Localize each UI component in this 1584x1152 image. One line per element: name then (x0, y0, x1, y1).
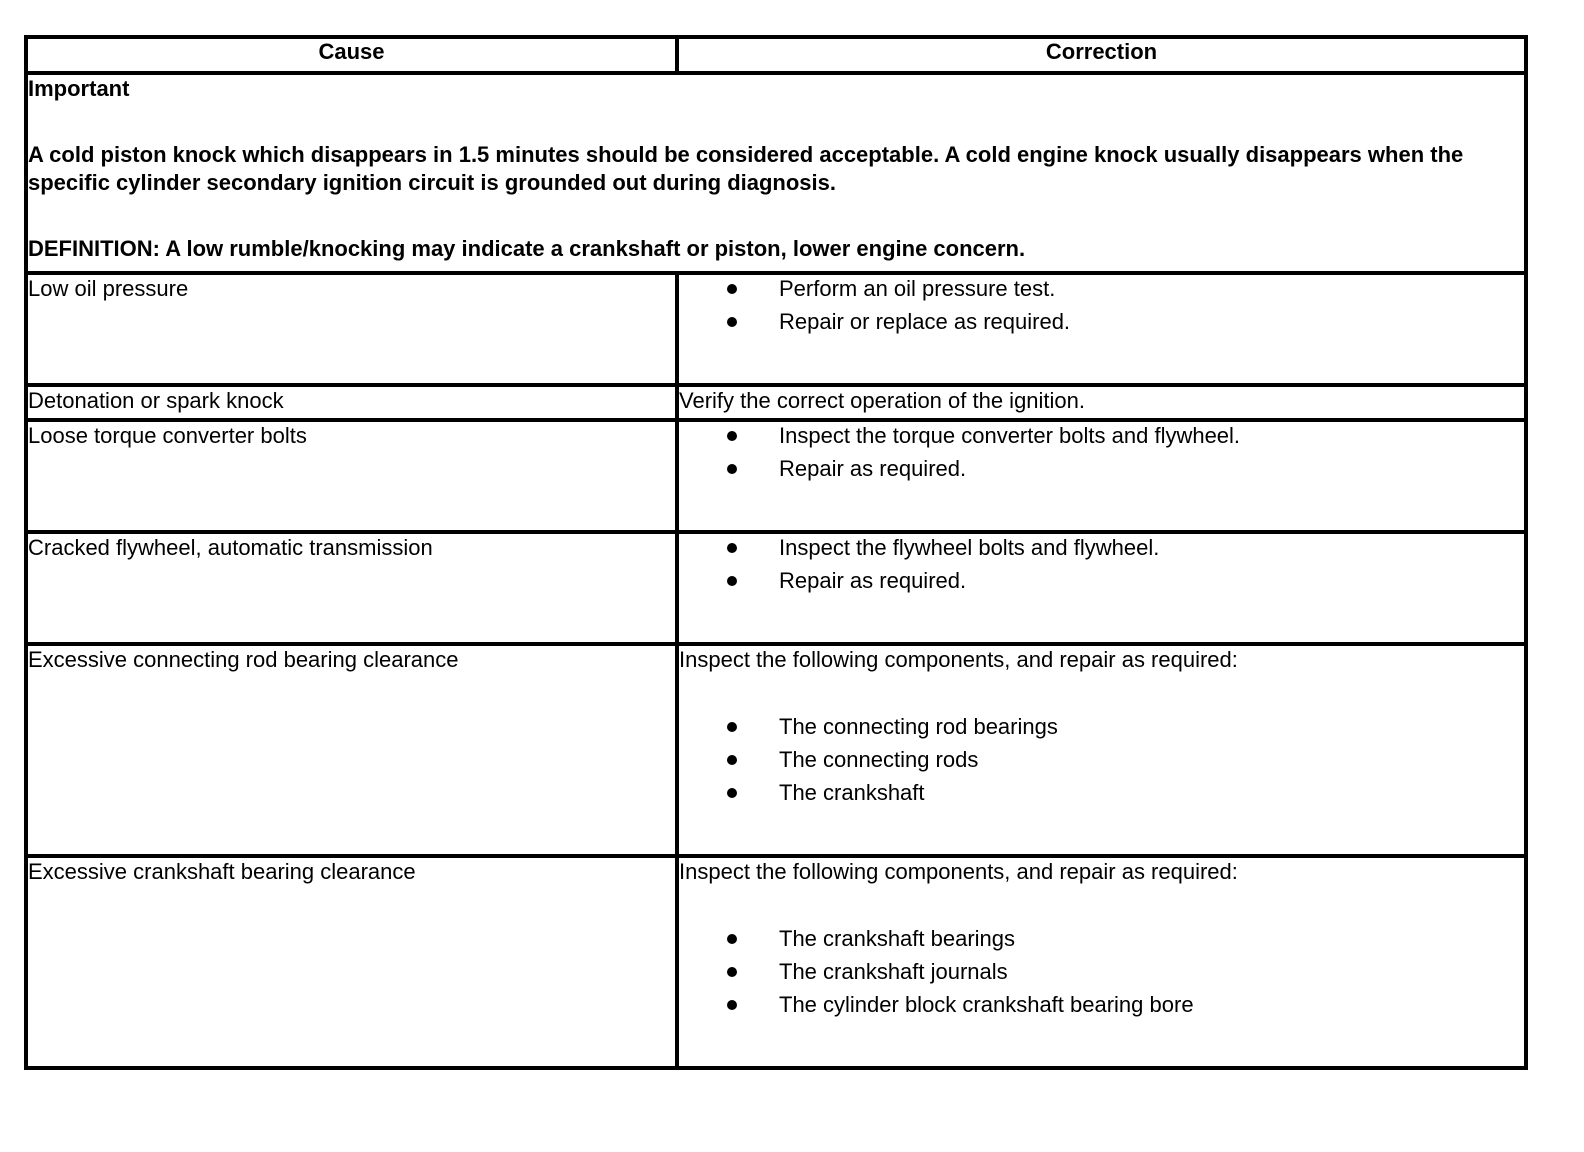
bullet-list (679, 922, 1524, 1021)
cause-cell: Excessive connecting rod bearing clearance (26, 644, 677, 856)
table-row (26, 420, 1526, 532)
list-item-text: The connecting rods (779, 747, 979, 772)
bullet-icon (727, 464, 737, 474)
list-item (679, 776, 1524, 809)
list-item-text: Repair as required. (779, 568, 967, 593)
bullet-list (679, 419, 1524, 485)
header-row (26, 37, 1526, 73)
list-item (679, 988, 1524, 1021)
bullet-icon (727, 1000, 737, 1010)
list-item (679, 531, 1524, 564)
list-item-text: Repair or replace as required. (779, 309, 1071, 334)
bullet-icon (727, 431, 737, 441)
cause-cell: Detonation or spark knock (26, 385, 677, 420)
table-row (26, 273, 1526, 385)
table-row (26, 856, 1526, 1068)
table-row (26, 532, 1526, 644)
correction-cell (677, 644, 1526, 856)
important-note (26, 73, 1526, 273)
bullet-icon (727, 788, 737, 798)
bullet-list (679, 272, 1524, 338)
table-row (26, 644, 1526, 856)
list-item-text: The crankshaft bearings (779, 926, 1016, 951)
correction-intro: Inspect the following components, and repair as required: (679, 859, 1238, 884)
list-item-text: Perform an oil pressure test. (779, 276, 1056, 301)
correction-cell (677, 273, 1526, 385)
bullet-icon (727, 576, 737, 586)
list-item-text: Inspect the flywheel bolts and flywheel. (779, 535, 1160, 560)
list-item (679, 743, 1524, 776)
bullet-icon (727, 755, 737, 765)
list-item-text: Repair as required. (779, 456, 967, 481)
list-item (679, 305, 1524, 338)
cause-cell: Excessive crankshaft bearing clearance (26, 856, 677, 1068)
list-item-text: The connecting rod bearings (779, 714, 1058, 739)
list-item (679, 419, 1524, 452)
correction-cell: Verify the correct operation of the ignition. (677, 385, 1526, 420)
cause-cell: Loose torque converter bolts (26, 420, 677, 532)
list-item (679, 710, 1524, 743)
bullet-icon (727, 284, 737, 294)
table-row (26, 385, 1526, 420)
note-title: Important (28, 76, 130, 101)
bullet-icon (727, 934, 737, 944)
list-item (679, 564, 1524, 597)
list-item-text: Inspect the torque converter bolts and flywheel. (779, 423, 1241, 448)
note-row (26, 73, 1526, 273)
header-correction: Correction (677, 37, 1526, 73)
bullet-list (679, 710, 1524, 809)
bullet-icon (727, 543, 737, 553)
correction-cell (677, 856, 1526, 1068)
list-item-text: The crankshaft journals (779, 959, 1008, 984)
list-item (679, 922, 1524, 955)
note-text: A cold piston knock which disappears in 1.5 minutes should be considered acceptable. A cold engine knock usually disappears when the specific cylinder secondary ignition circuit is grounded out during diagnosis. (28, 142, 1464, 195)
list-item (679, 272, 1524, 305)
bullet-icon (727, 722, 737, 732)
bullet-list (679, 531, 1524, 597)
correction-intro: Inspect the following components, and repair as required: (679, 647, 1238, 672)
cause-cell: Low oil pressure (26, 273, 677, 385)
correction-cell (677, 532, 1526, 644)
list-item-text: The crankshaft (779, 780, 925, 805)
list-item-text: The cylinder block crankshaft bearing bore (779, 992, 1194, 1017)
list-item (679, 452, 1524, 485)
note-definition: DEFINITION: A low rumble/knocking may indicate a crankshaft or piston, lower engine concern. (28, 236, 1026, 261)
bullet-icon (727, 317, 737, 327)
bullet-icon (727, 967, 737, 977)
header-cause: Cause (26, 37, 677, 73)
list-item (679, 955, 1524, 988)
diagnosis-table (24, 35, 1528, 1070)
correction-cell (677, 420, 1526, 532)
cause-cell: Cracked flywheel, automatic transmission (26, 532, 677, 644)
